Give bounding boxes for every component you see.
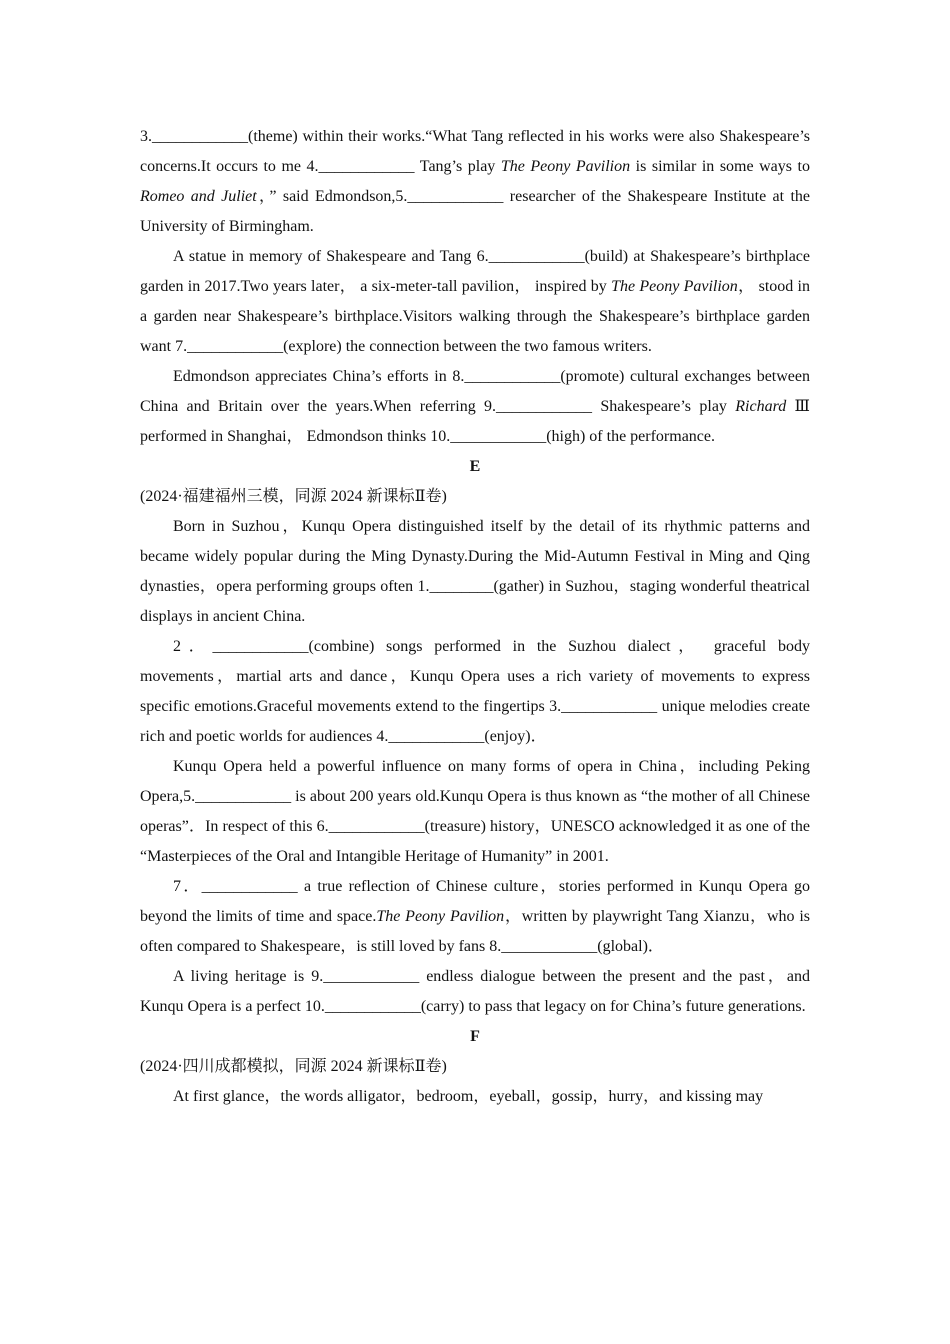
document-content (140, 122, 810, 1112)
section-e-paragraph-1: Born in Suzhou，Kunqu Opera distinguished itself by the detail of its rhythmic patterns and became widely popular during the Ming Dynasty.During the Mid-Autumn Festival in Ming and Qing dynasties，opera performing groups often 1.________(gather) in Suzhou，staging wonderful theatrical displays in ancient China. (140, 518, 810, 625)
section-e-paragraph-3: Kunqu Opera held a powerful influence on many forms of opera in China，including Peking Opera,5.____________ is about 200 years old.Kunqu Opera is thus known as “the mother of all Chinese operas”．In respect of this 6.____________(treasure) history，UNESCO acknowledged it as one of the “Masterpieces of the Oral and Intangible Heritage of Humanity” in 2001. (140, 758, 810, 865)
title-italic: Richard (735, 398, 787, 415)
section-d-paragraph-3 (140, 362, 810, 452)
section-f-paragraph-1: At first glance，the words alligator，bedroom，eyeball，gossip，hurry，and kissing may (173, 1088, 764, 1105)
section-e-source: (2024·福建福州三模，同源 2024 新课标Ⅱ卷) (140, 488, 447, 505)
section-d-paragraph-1 (140, 122, 810, 242)
section-e-heading: E (469, 458, 481, 475)
title-italic: Romeo and Juliet (140, 188, 257, 205)
text-run: Ⅲ performed in Shanghai， Edmondson thinks 10.____________(high) of the performance. (140, 398, 810, 445)
section-f-heading: F (470, 1028, 480, 1045)
text-run: ， stood in a garden near Shakespeare’s birthplace.Visitors walking through the Shakespeare’s birthplace garden want 7.____________(explore) the connection between the two famous writers. (140, 278, 811, 355)
text-run: 7．____________ a true reflection of Chinese culture，stories performed in Kunqu Opera go beyond the limits of time and space. (140, 878, 810, 925)
text-run: 3.____________(theme) within their works.“What Tang reflected in his works were also Shakespeare’s concerns.It occurs to me 4.____________ Tang’s play (140, 128, 810, 175)
text-run: A statue in memory of Shakespeare and Tang 6.____________(build) at Shakespeare’s birthplace garden in 2017.Two years later， a six-meter-tall pavilion， inspired by (140, 248, 810, 295)
section-d-paragraph-2 (140, 242, 810, 362)
text-run: ，” said Edmondson,5.____________ researcher of the Shakespeare Institute at the University of Birmingham. (140, 188, 811, 235)
title-italic: The Peony Pavilion (376, 908, 505, 925)
title-italic: The Peony Pavilion (611, 278, 738, 295)
text-run: ，written by playwright Tang Xianzu，who is often compared to Shakespeare，is still loved by fans 8.____________(global)． (140, 908, 810, 955)
text-run: is similar in some ways to (630, 158, 810, 175)
text-run: Edmondson appreciates China’s efforts in 8.____________(promote) cultural exchanges between China and Britain over the years.When referring 9.____________ Shakespeare’s play (140, 368, 810, 415)
section-f-source: (2024·四川成都模拟，同源 2024 新课标Ⅱ卷) (140, 1058, 447, 1075)
section-e-paragraph-5: A living heritage is 9.____________ endless dialogue between the present and the past，and Kunqu Opera is a perfect 10.____________(carry) to pass that legacy on for China’s future generations. (140, 968, 810, 1015)
section-e-paragraph-2: 2．____________(combine) songs performed in the Suzhou dialect， graceful body movements，martial arts and dance，Kunqu Opera uses a rich variety of movements to express specific emotions.Graceful movements extend to the fingertips 3.____________ unique melodies create rich and poetic worlds for audiences 4.____________(enjoy)． (140, 638, 810, 745)
title-italic: The Peony Pavilion (500, 158, 631, 175)
section-e-paragraph-4 (140, 872, 810, 962)
